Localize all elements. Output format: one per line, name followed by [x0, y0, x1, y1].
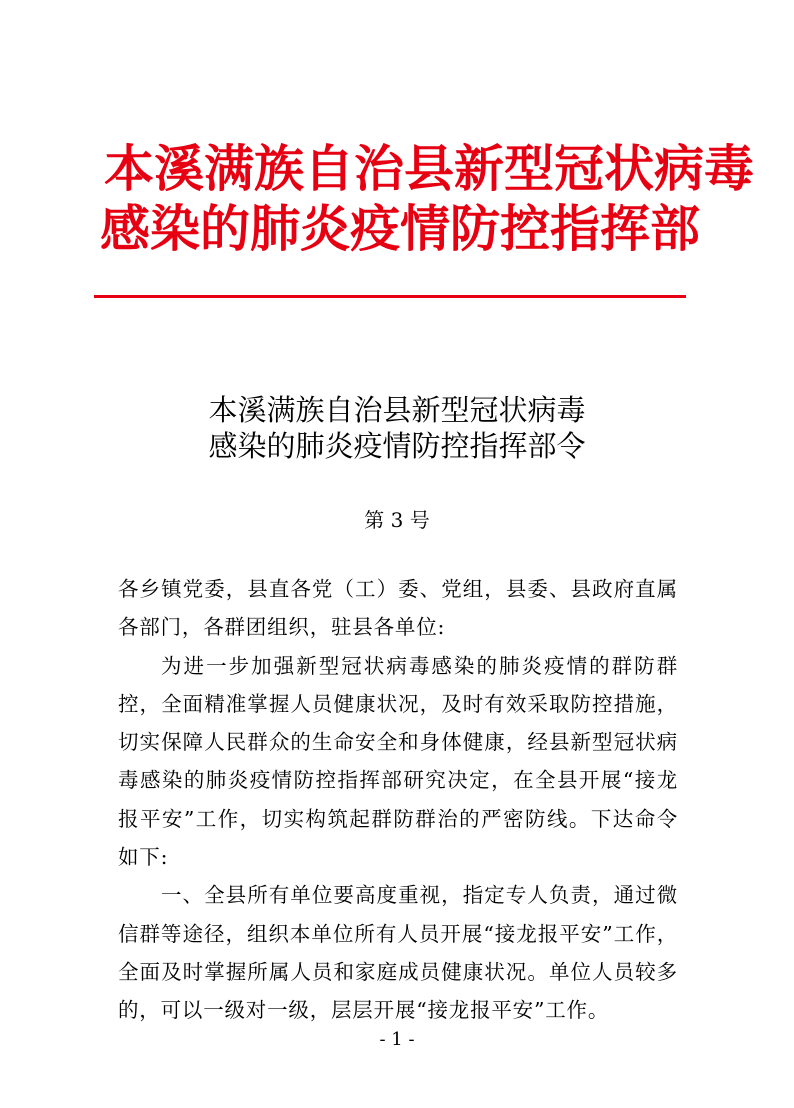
page-number: - 1 -: [379, 1029, 415, 1050]
document-body: [118, 570, 678, 1030]
header-title-line2: 感染的肺炎疫情防控指挥部: [100, 200, 700, 258]
order-number: 第 3 号: [364, 508, 430, 532]
header-title-line1: 本溪满族自治县新型冠状病毒: [104, 140, 754, 198]
recipients-paragraph: 各乡镇党委，县直各党（工）委、党组，县委、县政府直属各部门，各群团组织，驻县各单位:: [118, 577, 678, 640]
order-title-line1: 本溪满族自治县新型冠状病毒: [208, 393, 586, 427]
body-paragraph-2: 一、全县所有单位要高度重视，指定专人负责，通过微信群等途径，组织本单位所有人员开展“接龙报平安”工作，全面及时掌握所属人员和家庭成员健康状况。单位人员较多的，可以一级对一级，层层开展“接龙报平安”工作。: [118, 883, 678, 1023]
order-title-line2: 感染的肺炎疫情防控指挥部令: [208, 429, 586, 463]
body-paragraph-1: 为进一步加强新型冠状病毒感染的肺炎疫情的群防群控，全面精准掌握人员健康状况，及时有效采取防控措施，切实保障人民群众的生命安全和身体健康，经县新型冠状病毒感染的肺炎疫情防控指挥部研究决定，在全县开展“接龙报平安”工作，切实构筑起群防群治的严密防线。下达命令如下:: [118, 653, 678, 870]
red-divider-line: [94, 295, 686, 298]
